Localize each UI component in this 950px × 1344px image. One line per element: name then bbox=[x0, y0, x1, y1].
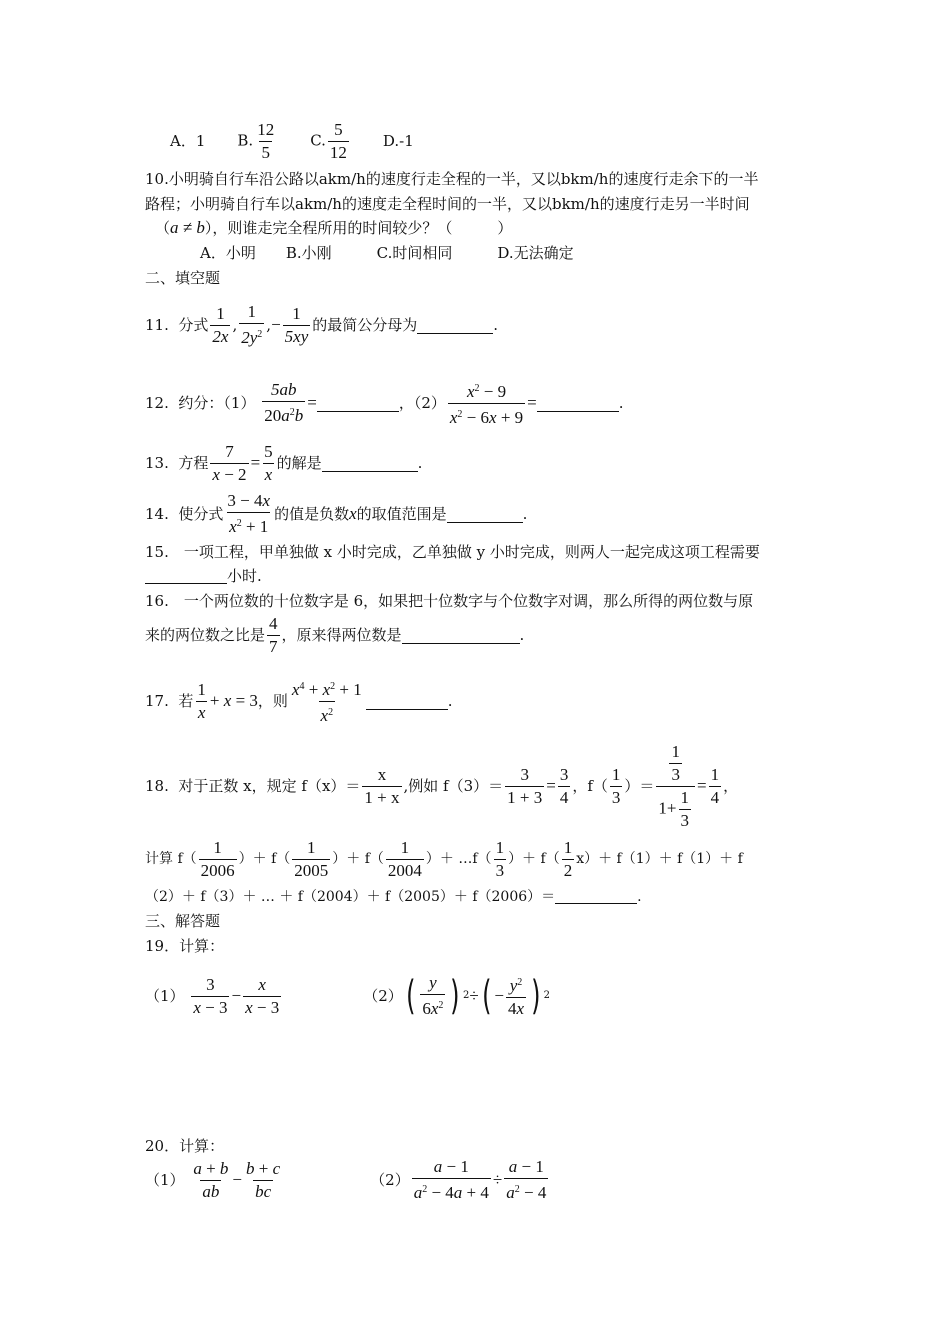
q15-answer-blank[interactable] bbox=[145, 567, 227, 584]
q12: 12. 约分：（1） $\frac{5ab}{20a^2b}$ = ，（2） $\frac{x^2 - 9}{x^2 - 6x + 9}$ = . bbox=[145, 380, 624, 427]
q10-line2: 路程；小明骑自行车以akm/h的速度走全程时间的一半，又以bkm/h的速度行走另一半时间 bbox=[145, 195, 750, 213]
q10-options: A．小明 B.小刚 C.时间相同 D.无法确定 bbox=[200, 244, 574, 262]
q12-answer-blank-2[interactable] bbox=[537, 395, 619, 412]
q11-answer-blank[interactable] bbox=[417, 317, 493, 334]
q13-answer-blank[interactable] bbox=[322, 455, 418, 472]
q18-answer-blank[interactable] bbox=[555, 887, 637, 904]
q18-calc-line2: （2）＋ f（3）＋ … ＋ f（2004）＋ f（2005）＋ f（2006）＝ . bbox=[145, 889, 642, 905]
section-solve: 三、解答题 bbox=[145, 912, 221, 930]
q19-title: 19．计算： bbox=[145, 937, 225, 955]
q17: 17. 若 $\frac{1}{x}$ + x = 3 ，则 $\frac{x^4 + x^2 + 1}{x^2}$ . bbox=[145, 679, 453, 725]
q16-line2: 来的两位数之比是 $\frac{4}{7}$ ，原来得两位数是 . bbox=[145, 613, 525, 656]
q9-options bbox=[170, 118, 414, 164]
q11: 11. 分式 $\frac{1}{2x}$ , $\frac{1}{2y^2}$ , − $\frac{1}{5xy}$ 的最简公分母为 . bbox=[145, 302, 499, 347]
q20-parts: （1） $\frac{a + b}{ab}$ − $\frac{b + c}{bc}$ （2） $\frac{a - 1}{a^2 - 4a + 4}$ ÷ $\frac{a - 1}{a^2 - 4}$ bbox=[145, 1157, 547, 1202]
q9-option-b: B. $\frac{12}{5}$ bbox=[237, 119, 275, 162]
q16-line1: 16. 一个两位数的十位数字是 6，如果把十位数字与个位数字对调，那么所得的两位数与原 bbox=[145, 592, 754, 610]
section-fill-in-blank: 二、填空题 bbox=[145, 269, 221, 287]
q9-option-c: C. $\frac{5}{12}$ bbox=[310, 119, 347, 162]
q15-line2: 小时. bbox=[145, 565, 262, 587]
q14-answer-blank[interactable] bbox=[447, 506, 523, 523]
q14: 14. 使分式 $\frac{3 - 4x}{x^2 + 1}$ 的值是负数 x 的取值范围是 . bbox=[145, 491, 528, 536]
q18-calc-line1: 计算 f（ $\frac{1}{2006}$ ）＋ f（ $\frac{1}{2005}$ ）＋ f（ $\frac{1}{2004}$ ）＋ …f（ $\frac{1}{3}$ ）＋ f（ $\frac{1}{2}$ x）＋ f（1）＋ f（1）＋ f bbox=[145, 837, 743, 880]
q16-answer-blank[interactable] bbox=[402, 627, 520, 644]
q9-option-a: A．1 bbox=[170, 132, 206, 150]
q17-answer-blank[interactable] bbox=[366, 693, 448, 710]
q10-line1: 10.小明骑自行车沿公路以akm/h的速度行走全程的一半，又以bkm/h的速度行走余下的一半 bbox=[145, 170, 759, 188]
q12-answer-blank-1[interactable] bbox=[317, 395, 399, 412]
q18: 18. 对于正数 x，规定 f（x）＝ $\frac{x}{1 + x}$ ,例如 f（3）＝ $\frac{3}{1 + 3}$ = $\frac{3}{4}$ ，f（ $\frac{1}{3}$ ）＝ $\frac{1}{3}$ 1+ $\frac{1}{3}$ = $\frac{1}{4}$ ， bbox=[145, 741, 739, 830]
q9-option-d: D.-1 bbox=[382, 132, 414, 150]
q20-title: 20．计算： bbox=[145, 1137, 225, 1155]
q15-line1: 15. 一项工程，甲单独做 x 小时完成，乙单独做 y 小时完成，则两人一起完成这项工程需要 bbox=[145, 543, 760, 561]
q13: 13. 方程 $\frac{7}{x - 2}$ = $\frac{5}{x}$ 的解是 . bbox=[145, 441, 423, 484]
q19-parts: （1） $\frac{3}{x - 3}$ − $\frac{x}{x - 3}$ （2） ( $\frac{y}{6x^2}$ ) 2 ÷ ( − $\frac{y^2}{4x}$ ) 2 bbox=[145, 973, 550, 1019]
q10-line3: （a ≠ b），则谁走完全程所用的时间较少？（ ） bbox=[155, 218, 513, 237]
